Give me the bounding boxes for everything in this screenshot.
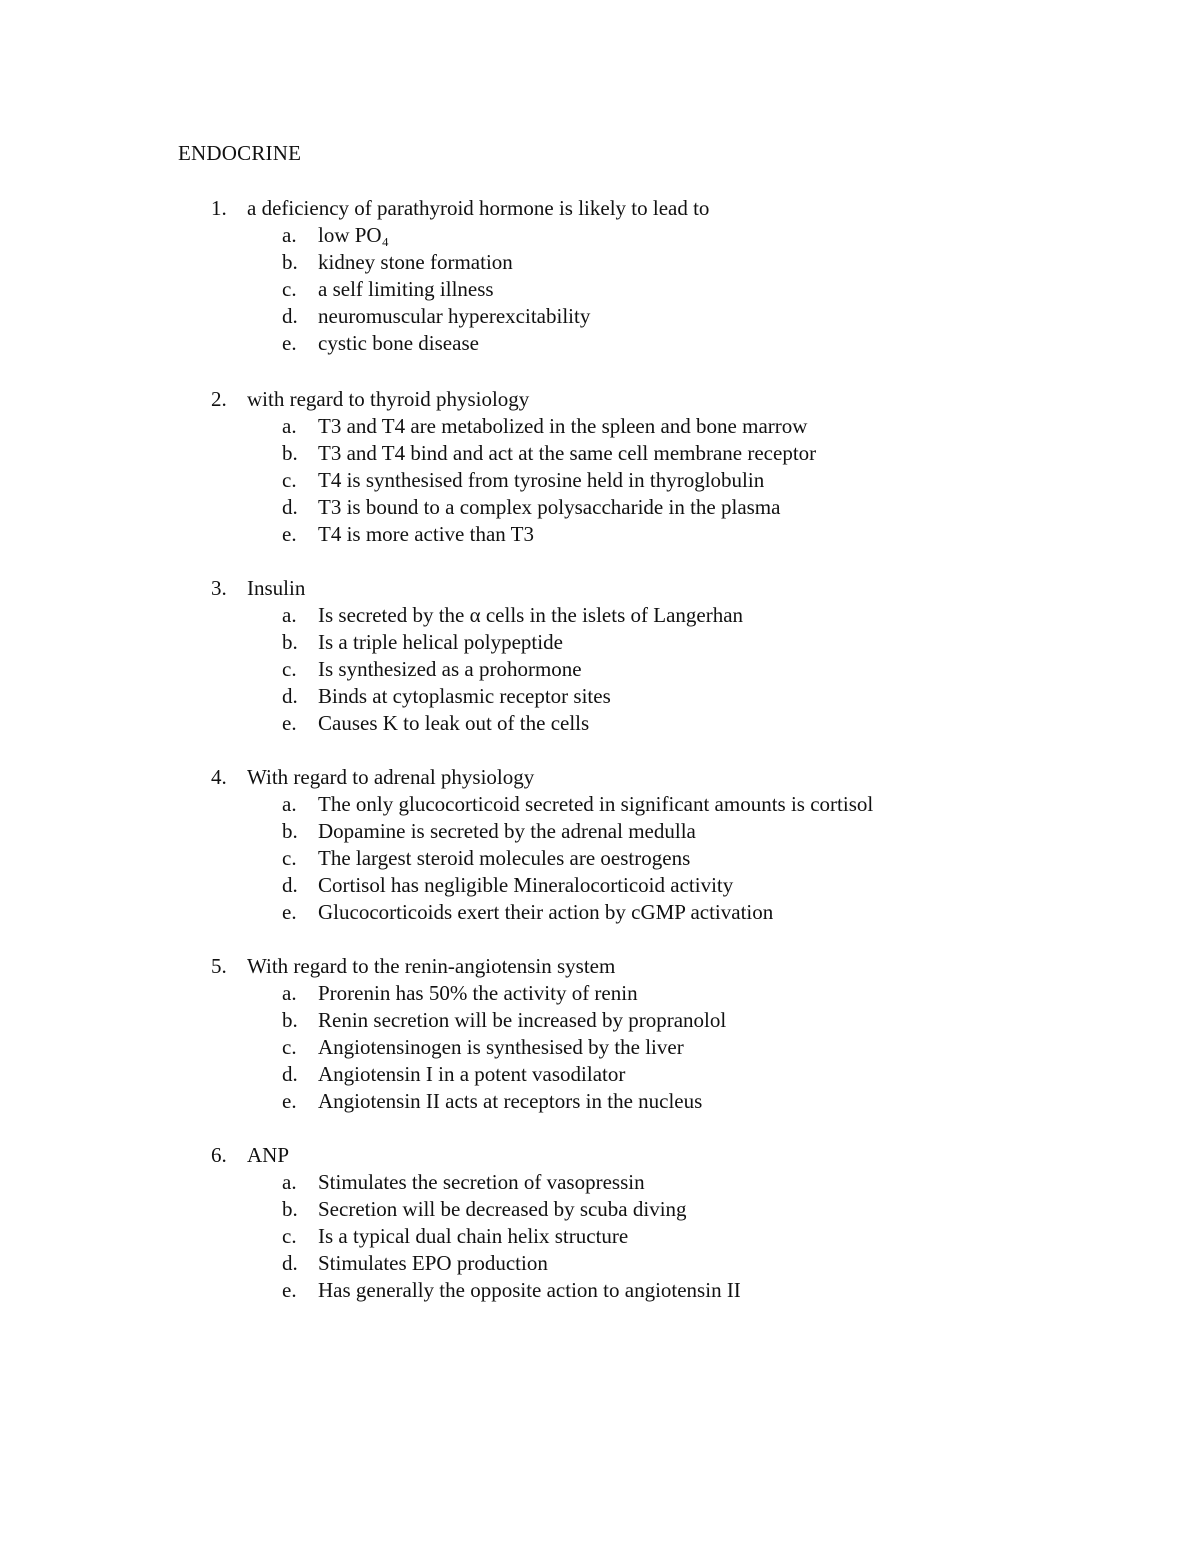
option-letter: c. — [282, 1224, 297, 1248]
option-letter: a. — [282, 1170, 297, 1194]
question-text: With regard to the renin-angiotensin system — [247, 954, 616, 978]
question-text: a deficiency of parathyroid hormone is likely to lead to — [247, 196, 710, 220]
document-title: ENDOCRINE — [178, 141, 302, 165]
option-letter: d. — [282, 873, 298, 897]
option-text: T4 is more active than T3 — [318, 522, 534, 546]
option-letter: a. — [282, 981, 297, 1005]
question-3 — [0, 575, 1200, 737]
answer-option — [0, 467, 1200, 494]
question-number: 4. — [211, 765, 227, 789]
option-letter: e. — [282, 522, 297, 546]
question-2 — [0, 386, 1200, 548]
option-letter: b. — [282, 441, 298, 465]
answer-option — [0, 303, 1200, 330]
answer-option — [0, 1088, 1200, 1115]
option-text: Is a triple helical polypeptide — [318, 630, 563, 654]
option-letter: b. — [282, 1197, 298, 1221]
answer-option — [0, 276, 1200, 303]
answer-option — [0, 521, 1200, 548]
answer-option — [0, 818, 1200, 845]
question-number: 6. — [211, 1143, 227, 1167]
option-text: Prorenin has 50% the activity of renin — [318, 981, 638, 1005]
answer-option — [0, 683, 1200, 710]
answer-option — [0, 494, 1200, 521]
option-text: The only glucocorticoid secreted in significant amounts is cortisol — [318, 792, 874, 816]
option-letter: b. — [282, 1008, 298, 1032]
answer-option — [0, 1061, 1200, 1088]
option-text: Is a typical dual chain helix structure — [318, 1224, 629, 1248]
answer-option — [0, 1007, 1200, 1034]
option-letter: b. — [282, 250, 298, 274]
question-number: 2. — [211, 387, 227, 411]
question-number: 5. — [211, 954, 227, 978]
answer-option — [0, 440, 1200, 467]
option-text: Angiotensin I in a potent vasodilator — [318, 1062, 626, 1086]
question-text: Insulin — [247, 576, 306, 600]
option-text: T3 and T4 bind and act at the same cell membrane receptor — [318, 441, 817, 465]
question-stem — [0, 953, 1200, 980]
option-text: T4 is synthesised from tyrosine held in thyroglobulin — [318, 468, 765, 492]
answer-option — [0, 1223, 1200, 1250]
option-text: Stimulates EPO production — [318, 1251, 548, 1275]
answer-option — [0, 656, 1200, 683]
question-1 — [0, 195, 1200, 357]
option-letter: a. — [282, 223, 297, 247]
answer-option — [0, 899, 1200, 926]
answer-option — [0, 222, 1200, 249]
answer-option — [0, 1250, 1200, 1277]
question-text: ANP — [247, 1143, 290, 1167]
answer-option — [0, 710, 1200, 737]
option-text: Stimulates the secretion of vasopressin — [318, 1170, 645, 1194]
option-letter: e. — [282, 711, 297, 735]
option-letter: c. — [282, 277, 297, 301]
answer-option — [0, 980, 1200, 1007]
question-stem — [0, 386, 1200, 413]
question-5 — [0, 953, 1200, 1115]
option-text: Has generally the opposite action to angiotensin II — [318, 1278, 741, 1302]
option-text: Renin secretion will be increased by propranolol — [318, 1008, 727, 1032]
question-number: 3. — [211, 576, 227, 600]
answer-option — [0, 1169, 1200, 1196]
option-text: Is synthesized as a prohormone — [318, 657, 582, 681]
option-text: Cortisol has negligible Mineralocorticoid activity — [318, 873, 734, 897]
option-letter: c. — [282, 846, 297, 870]
option-text: Angiotensinogen is synthesised by the liver — [318, 1035, 684, 1059]
answer-option — [0, 1277, 1200, 1304]
option-letter: e. — [282, 1278, 297, 1302]
answer-option — [0, 1196, 1200, 1223]
question-6 — [0, 1142, 1200, 1304]
option-letter: d. — [282, 1251, 298, 1275]
answer-option — [0, 330, 1200, 357]
answer-option — [0, 1034, 1200, 1061]
option-letter: a. — [282, 603, 297, 627]
option-text: a self limiting illness — [318, 277, 494, 301]
answer-option — [0, 845, 1200, 872]
option-text: The largest steroid molecules are oestrogens — [318, 846, 691, 870]
option-letter: d. — [282, 1062, 298, 1086]
option-letter: a. — [282, 414, 297, 438]
option-letter: c. — [282, 657, 297, 681]
option-letter: d. — [282, 495, 298, 519]
answer-option — [0, 602, 1200, 629]
option-text: Is secreted by the α cells in the islets of Langerhan — [318, 603, 744, 627]
option-letter: e. — [282, 1089, 297, 1113]
question-number: 1. — [211, 196, 227, 220]
option-text: neuromuscular hyperexcitability — [318, 304, 591, 328]
option-text: T3 and T4 are metabolized in the spleen and bone marrow — [318, 414, 808, 438]
question-stem — [0, 1142, 1200, 1169]
question-stem — [0, 195, 1200, 222]
option-text: cystic bone disease — [318, 331, 479, 355]
answer-option — [0, 249, 1200, 276]
question-text: with regard to thyroid physiology — [247, 387, 530, 411]
option-text: Angiotensin II acts at receptors in the nucleus — [318, 1089, 703, 1113]
option-text: kidney stone formation — [318, 250, 513, 274]
option-text: Dopamine is secreted by the adrenal medulla — [318, 819, 696, 843]
option-text: Secretion will be decreased by scuba diving — [318, 1197, 687, 1221]
option-letter: e. — [282, 331, 297, 355]
option-text: T3 is bound to a complex polysaccharide in the plasma — [318, 495, 781, 519]
option-text: Glucocorticoids exert their action by cGMP activation — [318, 900, 774, 924]
answer-option — [0, 413, 1200, 440]
answer-option — [0, 791, 1200, 818]
answer-option — [0, 629, 1200, 656]
question-stem — [0, 764, 1200, 791]
option-letter: c. — [282, 468, 297, 492]
option-letter: d. — [282, 304, 298, 328]
option-letter: b. — [282, 630, 298, 654]
question-stem — [0, 575, 1200, 602]
option-letter: b. — [282, 819, 298, 843]
option-letter: a. — [282, 792, 297, 816]
option-letter: e. — [282, 900, 297, 924]
option-text: Binds at cytoplasmic receptor sites — [318, 684, 611, 708]
answer-option — [0, 872, 1200, 899]
option-text: Causes K to leak out of the cells — [318, 711, 590, 735]
question-4 — [0, 764, 1200, 926]
option-text: low PO₄ — [318, 223, 389, 247]
option-letter: d. — [282, 684, 298, 708]
option-letter: c. — [282, 1035, 297, 1059]
question-text: With regard to adrenal physiology — [247, 765, 535, 789]
